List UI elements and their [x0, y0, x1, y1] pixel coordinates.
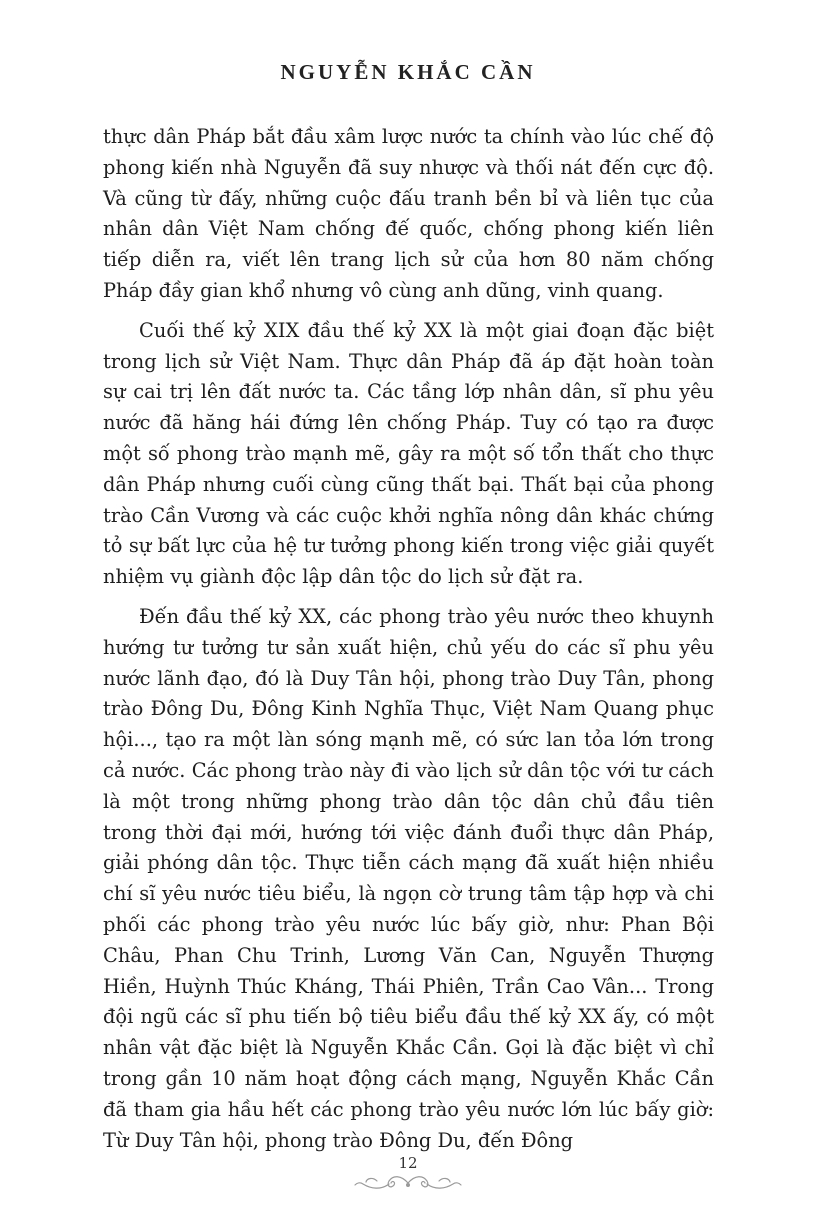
paragraph-3: Đến đầu thế kỷ XX, các phong trào yêu nước theo khuynh hướng tư tưởng tư sản xuất hiện, chủ yếu do các sĩ phu yêu nước lãnh đạo, đó là Duy Tân hội, phong trào Duy Tân, phong trào Đông Du, Đông Kinh Nghĩa Thục, Việt Nam Quang phục hội..., tạo ra một làn sóng mạnh mẽ, có sức lan tỏa lớn trong cả nước. Các phong trào này đi vào lịch sử dân tộc với tư cách là một trong những phong trào dân tộc dân chủ đầu tiên trong thời đại mới, hướng tới việc đánh đuổi thực dân Pháp, giải phóng dân tộc. Thực tiễn cách mạng đã xuất hiện nhiều chí sĩ yêu nước tiêu biểu, là ngọn cờ trung tâm tập hợp và chi phối các phong trào yêu nước lúc bấy giờ, như: Phan Bội Châu, Phan Chu Trinh, Lương Văn Can, Nguyễn Thượng Hiền, Huỳnh Thúc Kháng, Thái Phiên, Trần Cao Vân... Trong đội ngũ các sĩ phu tiến bộ tiêu biểu đầu thế kỷ XX ấy, có một nhân vật đặc biệt là Nguyễn Khắc Cần. Gọi là đặc biệt vì chỉ trong gần 10 năm hoạt động cách mạng, Nguyễn Khắc Cần đã tham gia hầu hết các phong trào yêu nước lớn lúc bấy giờ: Từ Duy Tân hội, phong trào Đông Du, đến Đông [103, 604, 714, 1152]
body-text [103, 122, 714, 1165]
paragraph-1: thực dân Pháp bắt đầu xâm lược nước ta chính vào lúc chế độ phong kiến nhà Nguyễn đã suy nhược và thối nát đến cực độ. Và cũng từ đấy, những cuộc đấu tranh bền bỉ và liên tục của nhân dân Việt Nam chống đế quốc, chống phong kiến liên tiếp diễn ra, viết lên trang lịch sử của hơn 80 năm chống Pháp đầy gian khổ nhưng vô cùng anh dũng, vinh quang. [103, 125, 714, 302]
footer-ornament-icon [353, 1172, 463, 1194]
paragraph-2: Cuối thế kỷ XIX đầu thế kỷ XX là một giai đoạn đặc biệt trong lịch sử Việt Nam. Thực dân Pháp đã áp đặt hoàn toàn sự cai trị lên đất nước ta. Các tầng lớp nhân dân, sĩ phu yêu nước đã hăng hái đứng lên chống Pháp. Tuy có tạo ra được một số phong trào mạnh mẽ, gây ra một số tổn thất cho thực dân Pháp nhưng cuối cùng cũng thất bại. Thất bại của phong trào Cần Vương và các cuộc khởi nghĩa nông dân khác chứng tỏ sự bất lực của hệ tư tưởng phong kiến trong việc giải quyết nhiệm vụ giành độc lập dân tộc do lịch sử đặt ra. [103, 318, 714, 589]
running-header: NGUYỄN KHẮC CẦN [280, 60, 536, 84]
page-number: 12 [398, 1154, 418, 1172]
